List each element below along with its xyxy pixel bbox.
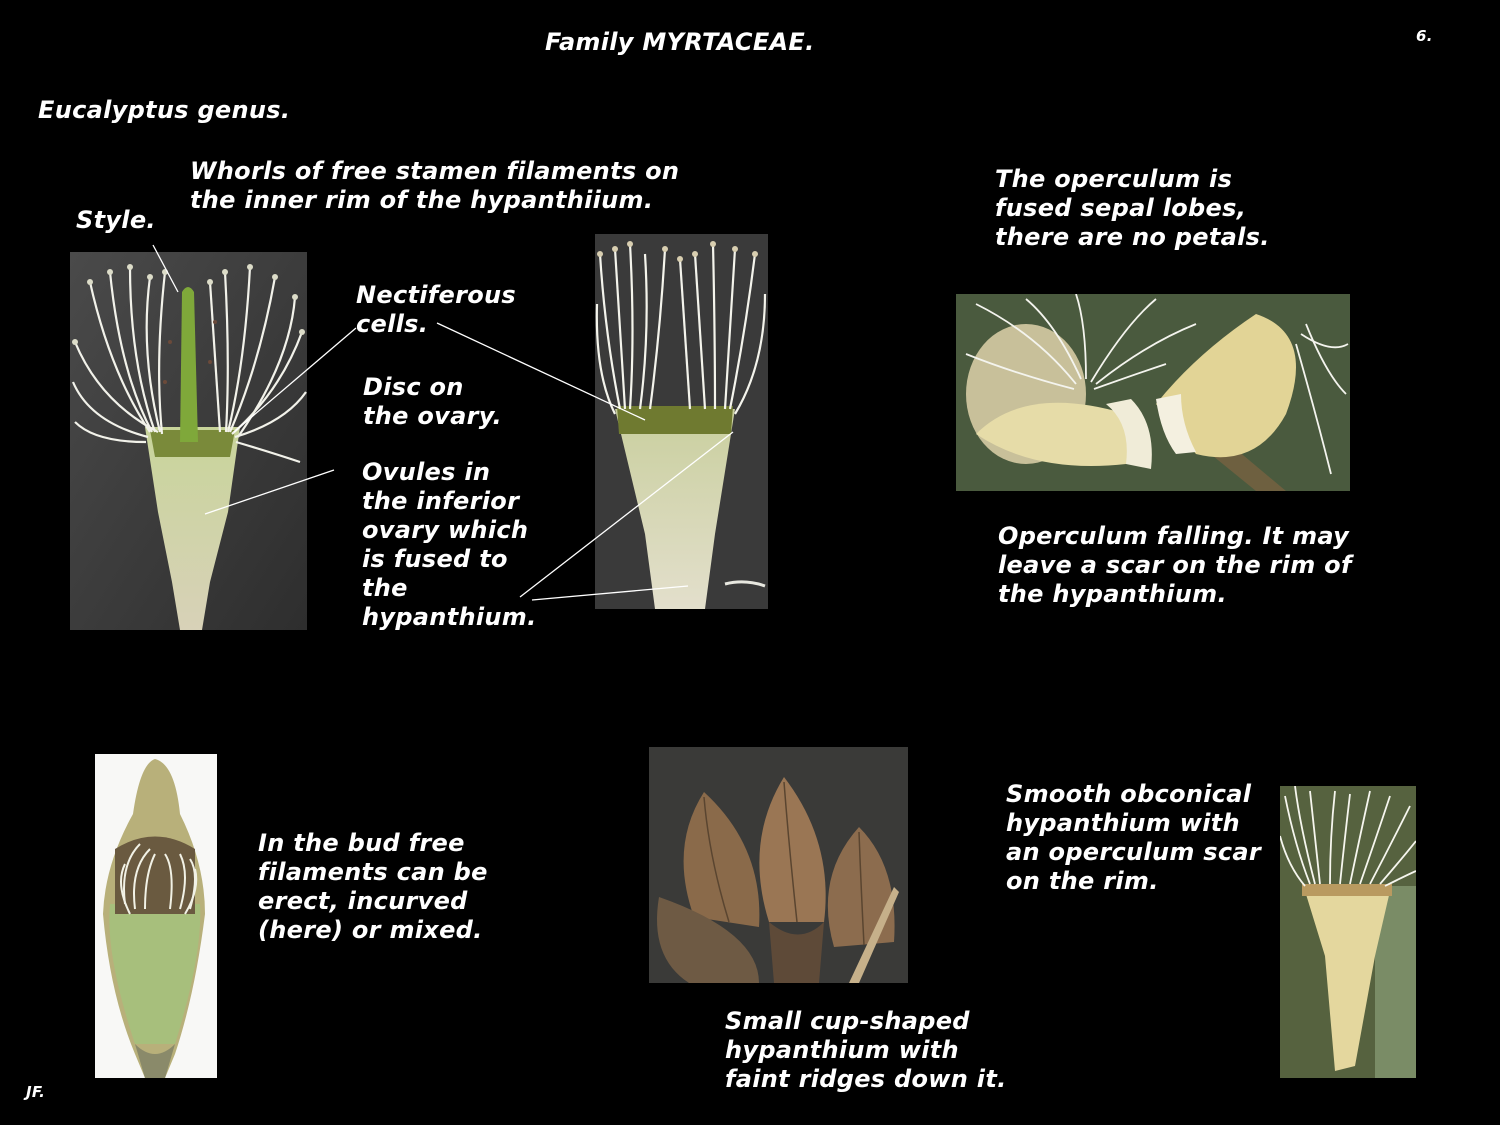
page-number: 6. [1416,27,1433,45]
disc-label: Disc on the ovary. [363,373,502,430]
page-title: Family MYRTACEAE. [545,28,815,56]
dissected-flower-photo-2 [595,234,768,609]
style-label: Style. [76,206,156,234]
whorls-caption: Whorls of free stamen filaments on the inner rim of the hypanthiium. [190,157,680,214]
obconical-hypanthium-photo [1280,786,1416,1078]
author-initials: JF. [26,1083,46,1101]
operculum-falling-photo [956,294,1350,491]
operculum-fused-caption: The operculum is fused sepal lobes, there are no petals. [995,165,1270,251]
ovules-label: Ovules in the inferior ovary which is fused to the hypanthium. [362,458,537,631]
bud-caption: In the bud free filaments can be erect, incurved (here) or mixed. [258,829,488,944]
genus-heading: Eucalyptus genus. [38,96,291,124]
nectiferous-label: Nectiferous cells. [356,281,517,338]
dissected-flower-photo [70,252,307,630]
obconical-hypanthium-caption: Smooth obconical hypanthium with an operculum scar on the rim. [1006,780,1262,895]
bud-photo [95,754,217,1078]
cup-hypanthium-caption: Small cup-shaped hypanthium with faint ridges down it. [725,1007,1007,1093]
operculum-falling-caption: Operculum falling. It may leave a scar on the rim of the hypanthium. [998,522,1352,608]
cup-hypanthium-photo [649,747,908,983]
